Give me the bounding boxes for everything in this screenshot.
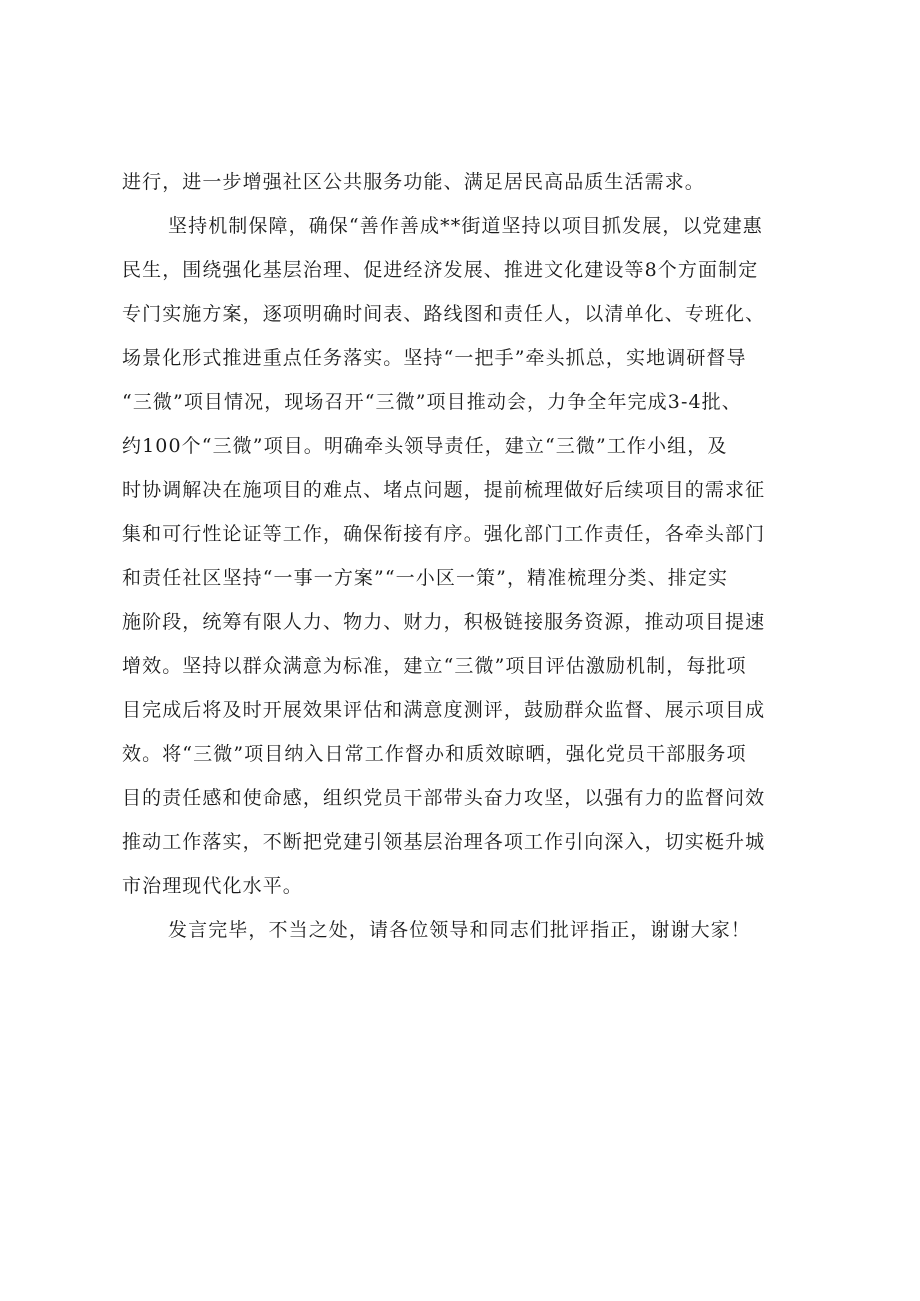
paragraph-2-line-7: 时协调解决在施项目的难点、堵点问题，提前梳理做好后续项目的需求征 <box>122 479 766 501</box>
paragraph-2-line-16: 市治理现代化水平。 <box>122 875 303 897</box>
paragraph-2-line-13: 效。将“三微”项目纳入日常工作督办和质效晾晒，强化党员干部服务项 <box>122 743 747 765</box>
paragraph-3-line-1: 发言完毕，不当之处，请各位领导和同志们批评指正，谢谢大家！ <box>168 919 751 941</box>
paragraph-2-line-1: 坚持机制保障，确保“善作善成**街道坚持以项目抓发展，以党建惠 <box>168 215 763 237</box>
paragraph-2-line-15: 推动工作落实，不断把党建引领基层治理各项工作引向深入，切实梃升城 <box>122 831 766 853</box>
paragraph-2-line-8: 集和可行性论证等工作，确保衔接有序。强化部门工作责任，各牵头部门 <box>122 523 766 545</box>
paragraph-2-line-12: 目完成后将及时开展效果评估和满意度测评，鼓励群众监督、展示项目成 <box>122 699 766 721</box>
paragraph-2-line-5: “三微”项目情况，现场召开“三微”项目推动会，力争全年完成3-4批、 <box>122 391 742 413</box>
paragraph-2-line-11: 增效。坚持以群众满意为标准，建立“三微”项目评估激励机制，每批项 <box>122 655 747 677</box>
paragraph-1-line-1: 进行，进一步增强社区公共服务功能、满足居民高品质生活需求。 <box>122 171 705 193</box>
paragraph-2-line-3: 专门实施方案，逐项明确时间表、路线图和责任人，以清单化、专班化、 <box>122 303 766 325</box>
paragraph-2-line-9: 和责任社区坚持“一事一方案”“一小区一策”，精准梳理分类、排定实 <box>122 567 729 589</box>
paragraph-2-line-6: 约100个“三微”项目。明确牵头领导责任，建立“三微”工作小组，及 <box>122 435 728 457</box>
paragraph-2-line-14: 目的责任感和使命感，组织党员干部带头奋力攻坚，以强有力的监督问效 <box>122 787 766 809</box>
paragraph-2-line-4: 场景化形式推进重点任务落实。坚持“一把手”牵头抓总，实地调研督导 <box>122 347 747 369</box>
paragraph-2-line-10: 施阶段，统筹有限人力、物力、财力，积极链接服务资源，推动项目提速 <box>122 611 766 633</box>
paragraph-2-line-2: 民生，围绕强化基层治理、促进经济发展、推进文化建设等8个方面制定 <box>122 259 759 281</box>
